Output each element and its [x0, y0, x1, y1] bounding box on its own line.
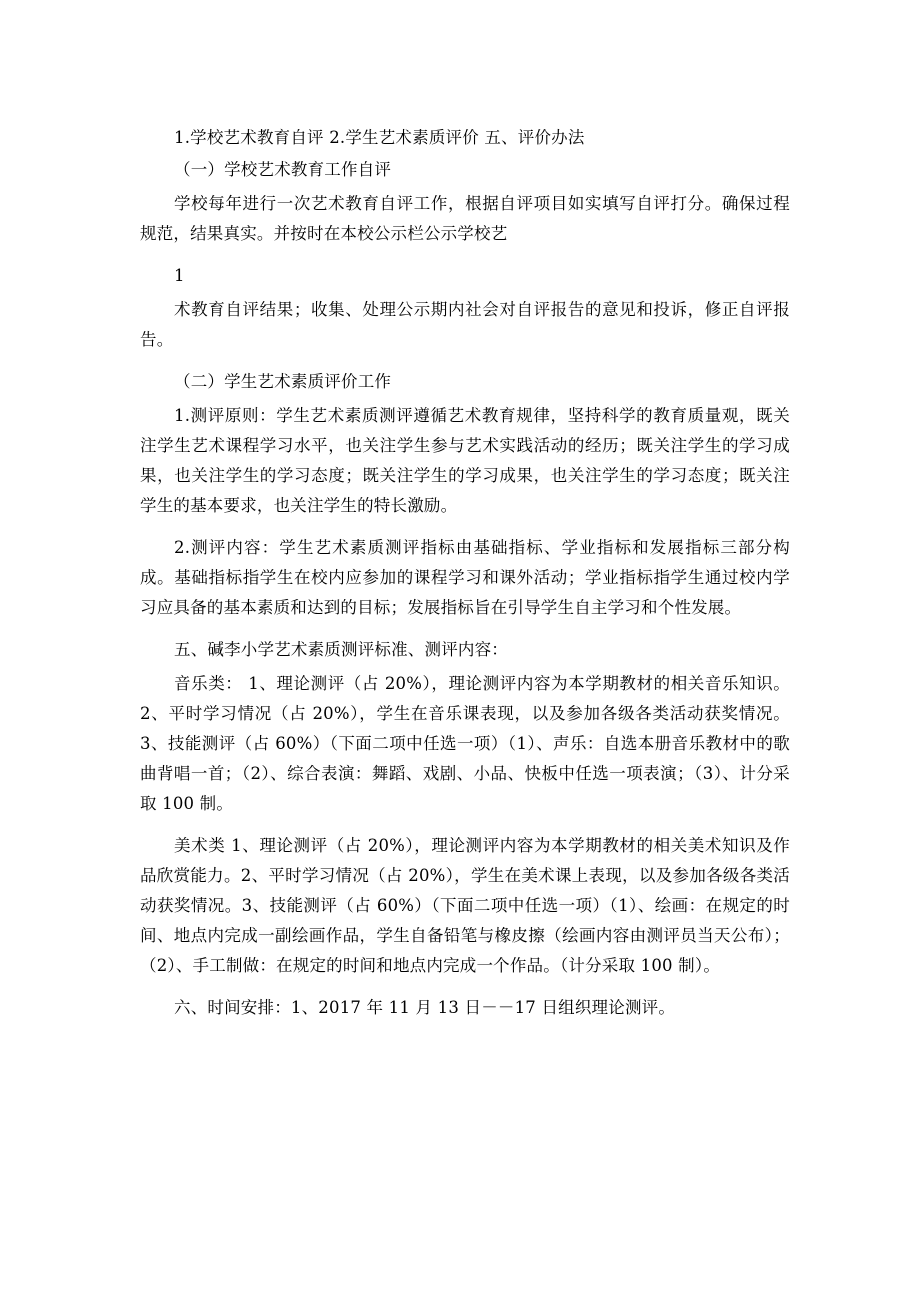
page-number: 1	[174, 266, 185, 285]
paragraph-schedule: 六、时间安排：1、2017 年 11 月 13 日－－17 日组织理论测评。	[174, 998, 676, 1017]
paragraph-self-evaluation-result: 术教育自评结果；收集、处理公示期内社会对自评报告的意见和投诉，修正自评报告。	[140, 300, 790, 349]
paragraph-music-category: 音乐类： 1、理论测评（占 20%），理论测评内容为本学期教材的相关音乐知识。2、平时学习情况（占 20%），学生在音乐课表现，以及参加各级各类活动获奖情况。3、技能测评（占 60%）（下面二项中任选一项）（1）、声乐：自选本册音乐教材中的歌曲背唱一首；（2）、综合表演：舞蹈、戏剧、小品、快板中任选一项表演；（3）、计分采取 100 制。	[140, 674, 790, 813]
paragraph-evaluation-principle: 1.测评原则：学生艺术素质测评遵循艺术教育规律，坚持科学的教育质量观，既关注学生艺术课程学习水平，也关注学生参与艺术实践活动的经历；既关注学生的学习成果，也关注学生的学习态度；既关注学生的学习成果，也关注学生的学习态度；既关注学生的基本要求，也关注学生的特长激励。	[140, 406, 790, 515]
document-body	[140, 123, 790, 1027]
heading-student-art-evaluation: （二）学生艺术素质评价工作	[174, 372, 392, 391]
paragraph-evaluation-content: 2.测评内容：学生艺术素质测评指标由基础指标、学业指标和发展指标三部分构成。基础指标指学生在校内应参加的课程学习和课外活动；学业指标指学生通过校内学习应具备的基本素质和达到的目标；发展指标旨在引导学生自主学习和个性发展。	[140, 538, 790, 617]
heading-evaluation-standard: 五、碱李小学艺术素质测评标准、测评内容：	[174, 640, 508, 659]
paragraph-art-category: 美术类 1、理论测评（占 20%），理论测评内容为本学期教材的相关美术知识及作品欣赏能力。2、平时学习情况（占 20%），学生在美术课上表现，以及参加各级各类活动获奖情况。3、技能测评（占 60%）（下面二项中任选一项）（1）、绘画：在规定的时间、地点内完成一副绘画作品，学生自备铅笔与橡皮擦（绘画内容由测评员当天公布）；（2）、手工制做：在规定的时间和地点内完成一个作品。（计分采取 100 制）。	[140, 836, 790, 975]
paragraph-school-self-evaluation: 学校每年进行一次艺术教育自评工作，根据自评项目如实填写自评打分。确保过程规范，结果真实。并按时在本校公示栏公示学校艺	[140, 194, 790, 243]
paragraph-evaluation-intro: 1.学校艺术教育自评 2.学生艺术素质评价 五、评价办法	[174, 128, 585, 147]
heading-school-self-evaluation: （一）学校艺术教育工作自评	[174, 160, 392, 179]
